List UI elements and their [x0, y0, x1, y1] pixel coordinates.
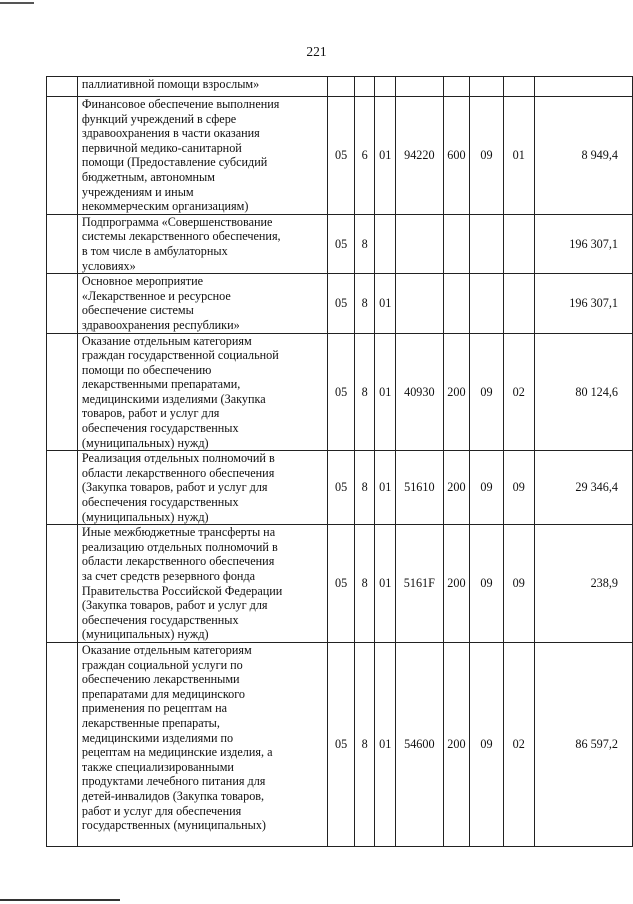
expense-type-cell: [443, 214, 470, 273]
scan-edge-mark-top: [0, 2, 34, 4]
item-name-line: области лекарственного обеспечения: [81, 554, 275, 569]
item-name-cell: [77, 274, 327, 333]
program-code-cell: 6: [354, 97, 375, 215]
subprogram-code-cell: [375, 77, 396, 97]
section-code-cell: [328, 77, 355, 97]
division-code-cell: 09: [470, 333, 503, 451]
table-body: [47, 77, 633, 847]
item-name-line: в том числе в амбулаторных: [81, 243, 228, 258]
item-name-cell: [77, 642, 327, 846]
section-code-cell: 05: [328, 642, 355, 846]
amount-cell: 196 307,1: [534, 214, 632, 273]
item-name-line: за счет средств резервного фонда: [81, 569, 256, 583]
division-code-cell: [470, 274, 503, 333]
amount-cell: 86 597,2: [534, 642, 632, 846]
subdivision-code-cell: 02: [503, 642, 534, 846]
item-name-line: обеспечения государственных: [81, 495, 239, 510]
subprogram-code-cell: 01: [375, 274, 396, 333]
division-code-cell: [470, 77, 503, 97]
division-code-cell: 09: [470, 451, 503, 525]
table-row: [47, 97, 633, 215]
item-name-line: (муниципальных) нужд): [81, 435, 209, 450]
amount-cell: 29 346,4: [534, 451, 632, 525]
item-name-line: некоммерческим организациям): [81, 199, 249, 214]
item-name-line: применения по рецептам на: [81, 701, 228, 716]
expense-type-cell: 200: [443, 525, 470, 643]
item-name-line: здравоохранения в части оказания: [81, 126, 260, 141]
section-code-cell: 05: [328, 214, 355, 273]
item-name-line: медицинскими изделиями (Закупка: [81, 391, 266, 406]
item-name-line: учреждениям и иным: [81, 184, 194, 199]
item-name-line: обеспечение системы: [81, 303, 194, 318]
item-name-line: Оказание отдельным категориям: [81, 333, 252, 348]
item-name-line: (Закупка товаров, работ и услуг для: [81, 480, 268, 495]
item-name-line: бюджетным, автономным: [81, 169, 215, 184]
section-code-cell: 05: [328, 274, 355, 333]
table-row: [47, 214, 633, 273]
section-code-cell: 05: [328, 525, 355, 643]
subdivision-code-cell: 02: [503, 333, 534, 451]
item-name-line: товаров, работ и услуг для: [81, 406, 220, 421]
table-row: [47, 451, 633, 525]
item-name-line: Оказание отдельным категориям: [81, 642, 252, 657]
item-name-line: здравоохранения республики»: [81, 317, 240, 332]
table-row: [47, 77, 633, 97]
blank-margin-cell: [47, 451, 78, 525]
item-name-line: Правительства Российской Федерации: [81, 583, 283, 598]
item-name-line: Подпрограмма «Совершенствование: [81, 214, 273, 229]
item-name-line: области лекарственного обеспечения: [81, 465, 275, 480]
subdivision-code-cell: [503, 214, 534, 273]
item-name-line: Основное мероприятие: [81, 274, 204, 289]
program-code-cell: 8: [354, 451, 375, 525]
item-name-line: «Лекарственное и ресурсное: [81, 288, 231, 303]
amount-cell: 80 124,6: [534, 333, 632, 451]
expense-type-cell: [443, 274, 470, 333]
subprogram-code-cell: 01: [375, 451, 396, 525]
table-row: [47, 333, 633, 451]
item-name-line: граждан социальной услуги по: [81, 657, 243, 672]
amount-cell: 196 307,1: [534, 274, 632, 333]
section-code-cell: 05: [328, 451, 355, 525]
section-code-cell: 05: [328, 97, 355, 215]
amount-cell: 238,9: [534, 525, 632, 643]
item-name-line: (Закупка товаров, работ и услуг для: [81, 598, 268, 613]
item-name-line: Иные межбюджетные трансферты на: [81, 525, 276, 540]
item-name-line: паллиативной помощи взрослым»: [81, 77, 260, 91]
table-row: [47, 274, 633, 333]
subprogram-code-cell: 01: [375, 642, 396, 846]
direction-code-cell: [396, 77, 443, 97]
direction-code-cell: 94220: [396, 97, 443, 215]
subprogram-code-cell: 01: [375, 333, 396, 451]
program-code-cell: 8: [354, 214, 375, 273]
item-name-line: граждан государственной социальной: [81, 348, 279, 363]
item-name-line: обеспечения государственных: [81, 612, 239, 627]
item-name-cell: [77, 525, 327, 643]
item-name-cell: [77, 77, 327, 97]
blank-margin-cell: [47, 525, 78, 643]
budget-allocation-table: [46, 76, 633, 847]
item-name-line: рецептам на медицинские изделия, а: [81, 745, 273, 760]
item-name-line: помощи по обеспечению: [81, 362, 212, 377]
subdivision-code-cell: [503, 77, 534, 97]
program-code-cell: 8: [354, 274, 375, 333]
section-code-cell: 05: [328, 333, 355, 451]
blank-margin-cell: [47, 97, 78, 215]
direction-code-cell: 40930: [396, 333, 443, 451]
item-name-line: системы лекарственного обеспечения,: [81, 229, 281, 244]
item-name-line: помощи (Предоставление субсидий: [81, 155, 268, 170]
item-name-line: (муниципальных) нужд): [81, 627, 209, 642]
table-row: [47, 525, 633, 643]
item-name-line: обеспечению лекарственными: [81, 672, 240, 687]
expense-type-cell: 200: [443, 451, 470, 525]
item-name-line: препаратами для медицинского: [81, 686, 246, 701]
table-row: [47, 642, 633, 846]
subdivision-code-cell: [503, 274, 534, 333]
division-code-cell: 09: [470, 97, 503, 215]
division-code-cell: 09: [470, 642, 503, 846]
item-name-cell: [77, 333, 327, 451]
item-name-line: условиях»: [81, 258, 136, 273]
program-code-cell: 8: [354, 333, 375, 451]
item-name-cell: [77, 97, 327, 215]
program-code-cell: [354, 77, 375, 97]
scan-edge-mark-bottom: [0, 899, 120, 901]
direction-code-cell: 54600: [396, 642, 443, 846]
subdivision-code-cell: 01: [503, 97, 534, 215]
page-number: 221: [306, 44, 327, 59]
program-code-cell: 8: [354, 525, 375, 643]
blank-margin-cell: [47, 214, 78, 273]
item-name-line: лекарственные препараты,: [81, 715, 220, 730]
item-name-line: медицинскими изделиями по: [81, 730, 234, 745]
expense-type-cell: 200: [443, 333, 470, 451]
item-name-line: Финансовое обеспечение выполнения: [81, 97, 280, 111]
item-name-line: реализацию отдельных полномочий в: [81, 539, 278, 554]
amount-cell: [534, 77, 632, 97]
subprogram-code-cell: [375, 214, 396, 273]
amount-cell: 8 949,4: [534, 97, 632, 215]
item-name-line: обеспечения государственных: [81, 421, 239, 436]
program-code-cell: 8: [354, 642, 375, 846]
direction-code-cell: [396, 214, 443, 273]
blank-margin-cell: [47, 333, 78, 451]
item-name-line: функций учреждений в сфере: [81, 111, 237, 126]
direction-code-cell: 5161F: [396, 525, 443, 643]
blank-margin-cell: [47, 274, 78, 333]
subprogram-code-cell: 01: [375, 97, 396, 215]
division-code-cell: [470, 214, 503, 273]
item-name-line: детей-инвалидов (Закупка товаров,: [81, 788, 265, 803]
item-name-cell: [77, 451, 327, 525]
subprogram-code-cell: 01: [375, 525, 396, 643]
item-name-line: первичной медико-санитарной: [81, 140, 242, 155]
item-name-line: Реализация отдельных полномочий в: [81, 451, 275, 466]
expense-type-cell: [443, 77, 470, 97]
expense-type-cell: 600: [443, 97, 470, 215]
item-name-line: продуктами лечебного питания для: [81, 774, 266, 789]
subdivision-code-cell: 09: [503, 525, 534, 643]
item-name-line: лекарственными препаратами,: [81, 377, 241, 392]
direction-code-cell: 51610: [396, 451, 443, 525]
division-code-cell: 09: [470, 525, 503, 643]
item-name-cell: [77, 214, 327, 273]
expense-type-cell: 200: [443, 642, 470, 846]
item-name-line: государственных (муниципальных): [81, 818, 266, 833]
item-name-line: (муниципальных) нужд): [81, 509, 209, 524]
item-name-line: работ и услуг для обеспечения: [81, 803, 242, 818]
subdivision-code-cell: 09: [503, 451, 534, 525]
blank-margin-cell: [47, 77, 78, 97]
item-name-line: также специализированными: [81, 759, 234, 774]
blank-margin-cell: [47, 642, 78, 846]
direction-code-cell: [396, 274, 443, 333]
